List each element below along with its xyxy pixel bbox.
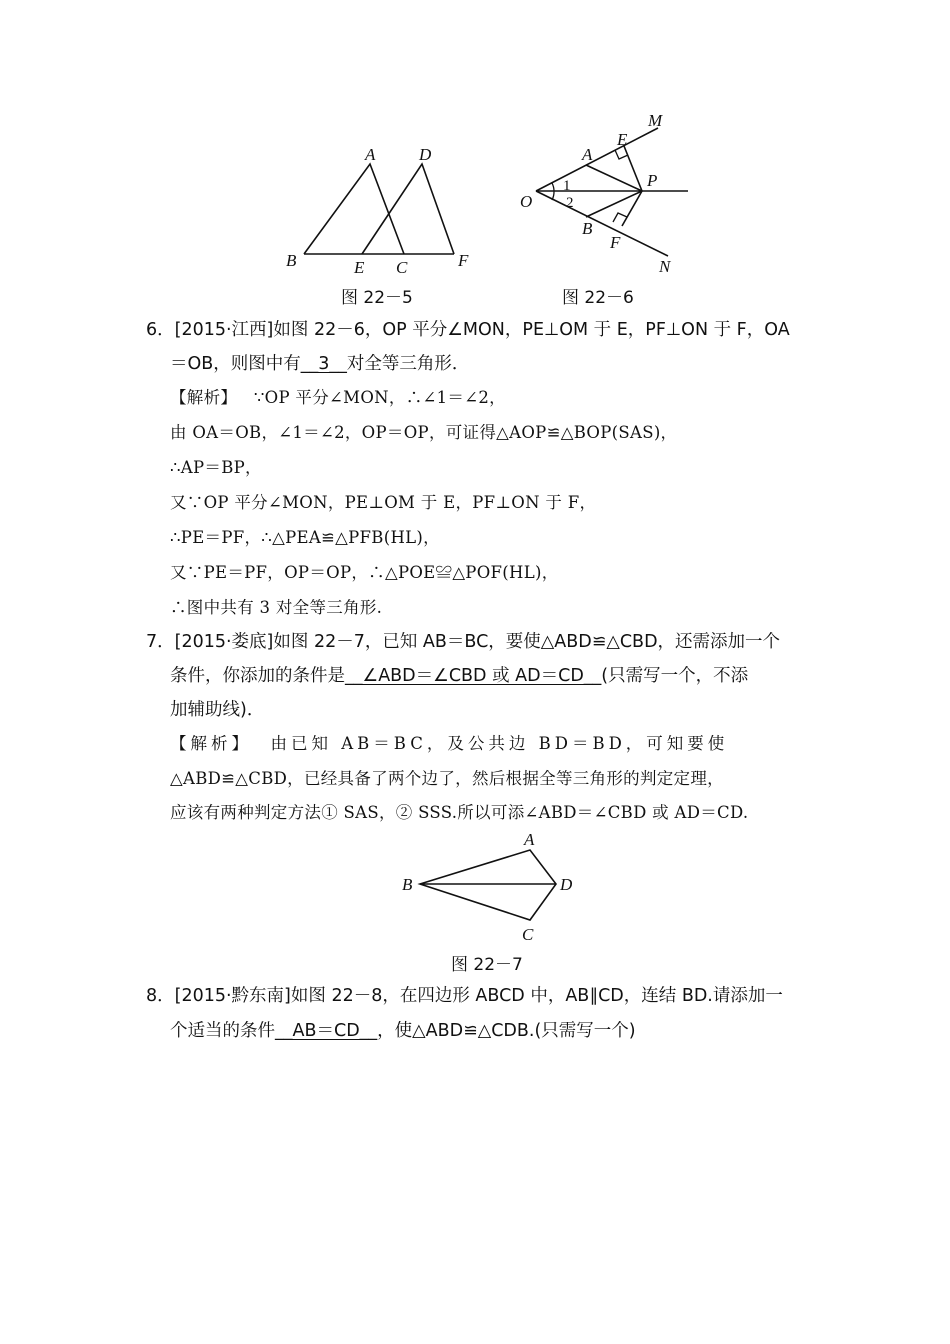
q6-analysis-line3: ∴AP＝BP，: [170, 458, 262, 477]
label-b: B: [286, 251, 297, 270]
q6-analysis-line7: ∴图中共有 3 对全等三角形.: [170, 598, 383, 617]
q7-line1: 7．[2015·娄底]如图 22－7，已知 AB＝BC，要使△ABD≌△CBD，还需添加一个: [146, 632, 781, 652]
label-c: C: [396, 258, 408, 277]
figure-22-5: [280, 140, 480, 280]
caption-22-5: 图 22－5: [341, 288, 413, 308]
label-angle-1: 1: [563, 178, 571, 194]
figure-22-6: [518, 108, 698, 278]
q7-analysis-line1: [170, 732, 728, 756]
label-o: O: [520, 192, 533, 211]
label-f: F: [458, 251, 469, 270]
q7-line3: 加辅助线)．: [170, 700, 265, 720]
label-f: F: [610, 233, 621, 252]
label-e: E: [617, 130, 628, 149]
q8-line1: 8．[2015·黔东南]如图 22－8，在四边形 ABCD 中，AB∥CD，连结 BD.请添加一: [146, 986, 783, 1006]
q8-answer: __AB＝CD__: [275, 1021, 378, 1041]
label-d: D: [560, 875, 573, 894]
q7-line2-pre: 条件，你添加的条件是: [170, 666, 345, 686]
ray-on: [536, 191, 668, 256]
q6-analysis-line2: 由 OA＝OB，∠1＝∠2，OP＝OP，可证得△AOP≌△BOP(SAS)，: [170, 423, 678, 442]
q6-answer: __3__: [300, 354, 347, 374]
q6-analysis-tag: 【解析】: [170, 388, 238, 407]
q7-analysis-line3: 应该有两种判定方法① SAS，② SSS.所以可添∠ABD＝∠CBD 或 AD＝CD.: [170, 803, 749, 822]
label-e: E: [354, 258, 365, 277]
q7-analysis-tag: 【解析】: [170, 734, 252, 753]
q8-line2-post: ，使△ABD≌△CDB.(只需写一个): [377, 1021, 636, 1041]
q6-analysis-text-0: ∵OP 平分∠MON，∴∠1＝∠2，: [253, 388, 506, 407]
label-a: A: [524, 830, 535, 849]
q7-analysis-line2: △ABD≌△CBD，已经具备了两个边了，然后根据全等三角形的判定定理，: [170, 769, 724, 788]
label-a: A: [582, 145, 593, 164]
q6-analysis-line4: 又∵OP 平分∠MON，PE⊥OM 于 E，PF⊥ON 于 F，: [170, 493, 597, 512]
label-angle-2: 2: [566, 195, 574, 211]
label-n: N: [659, 257, 671, 276]
segment-bp: [586, 191, 642, 217]
label-b: B: [402, 875, 413, 894]
label-a: A: [365, 145, 376, 164]
q6-line2-pre: ＝OB，则图中有: [170, 354, 301, 374]
q8-line2-pre: 个适当的条件: [170, 1021, 275, 1041]
label-d: D: [419, 145, 432, 164]
q6-line1: 6．[2015·江西]如图 22－6，OP 平分∠MON，PE⊥OM 于 E，PF⊥ON 于 F，OA: [146, 320, 790, 340]
q7-line2-post: (只需写一个，不添: [601, 666, 749, 686]
kite-abcd: [420, 850, 556, 920]
angle-arc-2: [552, 191, 554, 200]
q6-analysis-line6: 又∵PE＝PF，OP＝OP，∴△POE≌△POF(HL)，: [170, 563, 559, 582]
angle-arc-1: [552, 183, 554, 191]
caption-22-6: 图 22－6: [562, 288, 634, 308]
q6-analysis-line5: ∴PE＝PF，∴△PEA≌△PFB(HL)，: [170, 528, 440, 547]
q6-line2: [170, 352, 469, 376]
q7-line2: [170, 664, 748, 688]
q7-analysis-text-0: 由已知 AB＝BC，及公共边 BD＝BD，可知要使: [270, 734, 729, 753]
label-c: C: [522, 925, 534, 944]
ray-om: [536, 128, 658, 191]
label-b: B: [582, 219, 593, 238]
figure-22-7: [396, 826, 586, 948]
caption-22-7: 图 22－7: [451, 955, 523, 975]
triangle-abc: [304, 164, 404, 254]
q6-line2-post: 对全等三角形．: [346, 354, 470, 374]
label-m: M: [648, 111, 663, 130]
q7-answer: __∠ABD＝∠CBD 或 AD＝CD__: [345, 666, 602, 686]
q8-line2: [170, 1019, 636, 1043]
q6-analysis-line1: [170, 386, 506, 410]
label-p: P: [647, 171, 658, 190]
